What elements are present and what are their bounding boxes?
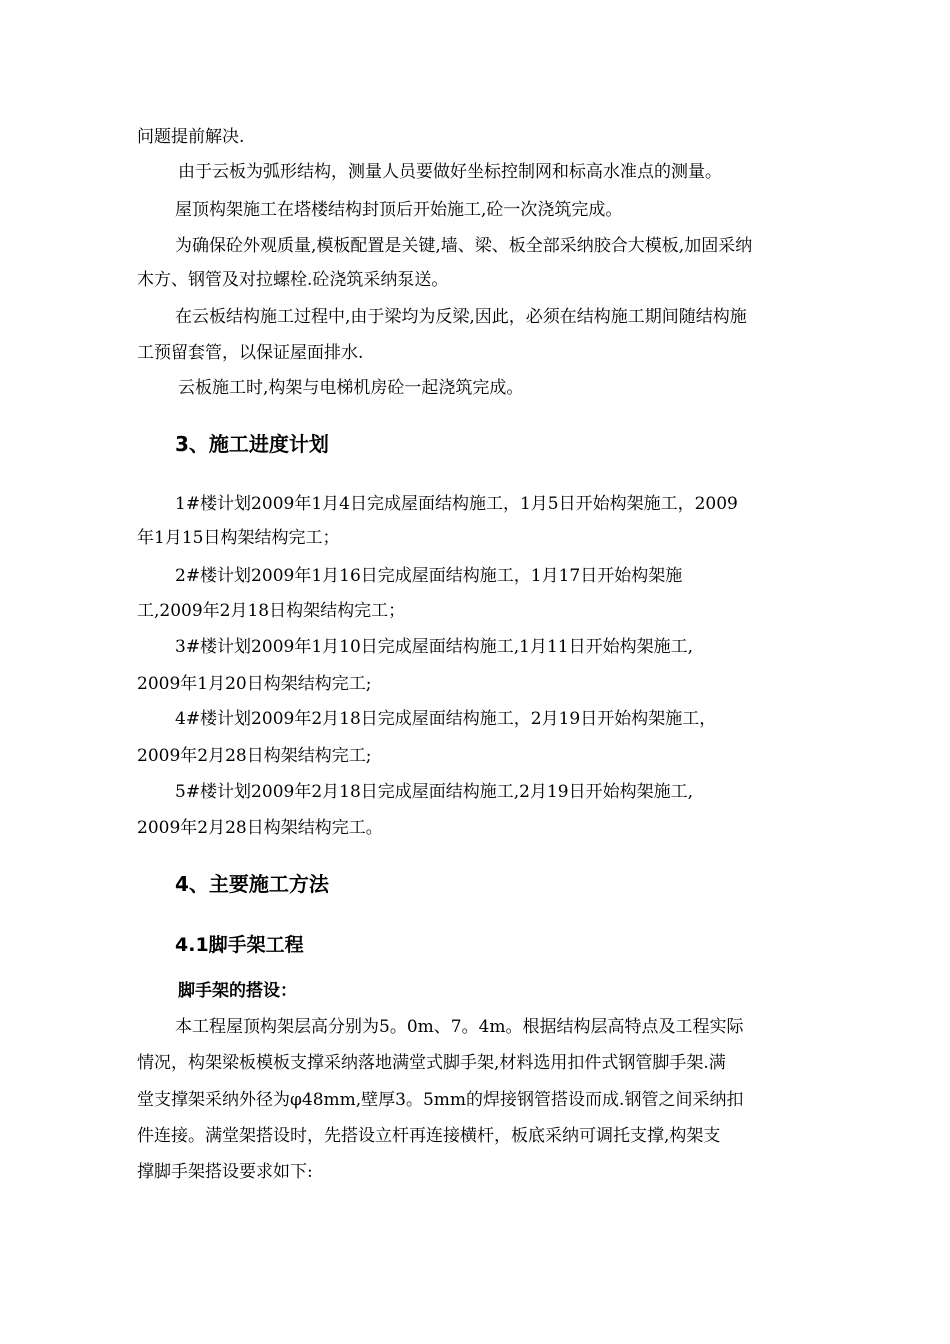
paragraph-line: 件连接。满堂架搭设时，先搭设立杆再连接横杆，板底采纳可调托支撑,构架支 <box>137 1126 721 1146</box>
paragraph-line: 问题提前解决. <box>137 127 245 147</box>
paragraph-line: 情况，构架梁板模板支撑采纳落地满堂式脚手架,材料选用扣件式钢管脚手架.满 <box>137 1053 726 1073</box>
subsection-heading: 4.1脚手架工程 <box>175 934 304 956</box>
schedule-line: 3#楼计划2009年1月10日完成屋面结构施工,1月11日开始构架施工, <box>175 637 694 657</box>
paragraph-line: 撑脚手架搭设要求如下: <box>137 1162 313 1182</box>
paragraph-line: 屋顶构架施工在塔楼结构封顶后开始施工,砼一次浇筑完成。 <box>175 200 623 220</box>
schedule-line: 5#楼计划2009年2月18日完成屋面结构施工,2月19日开始构架施工, <box>175 782 694 802</box>
paragraph-line: 木方、钢管及对拉螺栓.砼浇筑采纳泵送。 <box>137 270 449 290</box>
section-heading: 4、主要施工方法 <box>175 872 329 896</box>
paragraph-line: 本工程屋顶构架层高分别为5。0m、7。4m。根据结构层高特点及工程实际 <box>175 1017 744 1037</box>
paragraph-line: 工预留套管，以保证屋面排水. <box>137 343 364 363</box>
schedule-line: 4#楼计划2009年2月18日完成屋面结构施工，2月19日开始构架施工， <box>175 709 717 729</box>
section-heading: 3、施工进度计划 <box>175 432 329 456</box>
schedule-line: 年1月15日构架结构完工； <box>137 528 340 548</box>
schedule-line: 2#楼计划2009年1月16日完成屋面结构施工，1月17日开始构架施 <box>175 566 683 586</box>
paragraph-line: 在云板结构施工过程中,由于梁均为反梁,因此，必须在结构施工期间随结构施 <box>175 307 747 327</box>
schedule-line: 2009年1月20日构架结构完工; <box>137 674 372 694</box>
paragraph-line: 堂支撑架采纳外径为φ48mm,壁厚3。5mm的焊接钢管搭设而成.钢管之间采纳扣 <box>137 1090 744 1110</box>
schedule-text: 1#楼计划2009年1月4日完成屋面结构施工，1月5日开始构架施工，2009 <box>175 494 738 514</box>
schedule-line: 2009年2月28日构架结构完工。 <box>137 818 383 838</box>
subsubsection-heading: 脚手架的搭设： <box>178 981 297 1001</box>
paragraph-line: 由于云板为弧形结构，测量人员要做好坐标控制网和标高水准点的测量。 <box>178 162 722 182</box>
schedule-line <box>175 493 837 515</box>
schedule-line: 工,2009年2月18日构架结构完工； <box>137 601 406 621</box>
schedule-line: 2009年2月28日构架结构完工; <box>137 746 372 766</box>
paragraph-line: 云板施工时,构架与电梯机房砼一起浇筑完成。 <box>178 378 524 398</box>
paragraph-line: 为确保砼外观质量,模板配置是关键,墙、梁、板全部采纳胶合大模板,加固采纳 <box>175 236 753 256</box>
